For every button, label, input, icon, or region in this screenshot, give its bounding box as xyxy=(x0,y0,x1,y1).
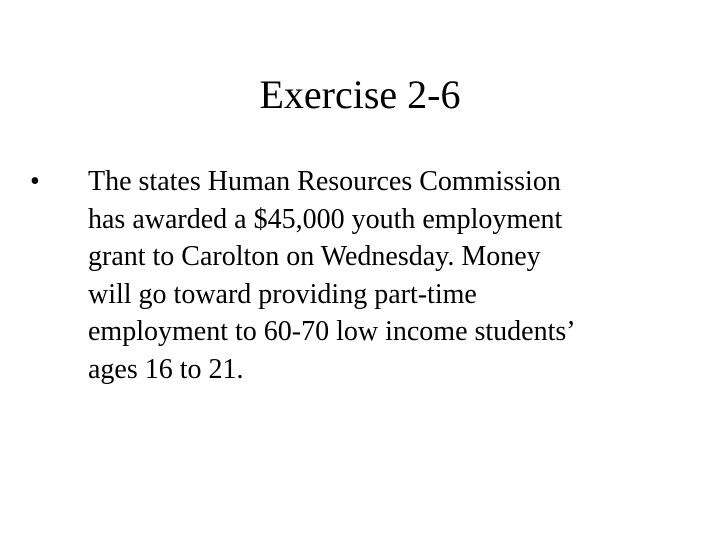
bullet-item xyxy=(30,163,690,389)
slide-title: Exercise 2-6 xyxy=(259,72,461,117)
bullet-icon: • xyxy=(30,166,40,197)
bullet-list xyxy=(30,163,690,389)
bullet-text-line: The states Human Resources Commission xyxy=(88,166,561,197)
bullet-text-line: has awarded a $45,000 youth employment xyxy=(88,203,563,235)
bullet-text-line: ages 16 to 21. xyxy=(88,353,244,385)
bullet-text-line: will go toward providing part-time xyxy=(88,278,477,310)
bullet-text-line: grant to Carolton on Wednesday. Money xyxy=(88,241,541,273)
bullet-text-line: employment to 60-70 low income students’ xyxy=(88,316,576,348)
